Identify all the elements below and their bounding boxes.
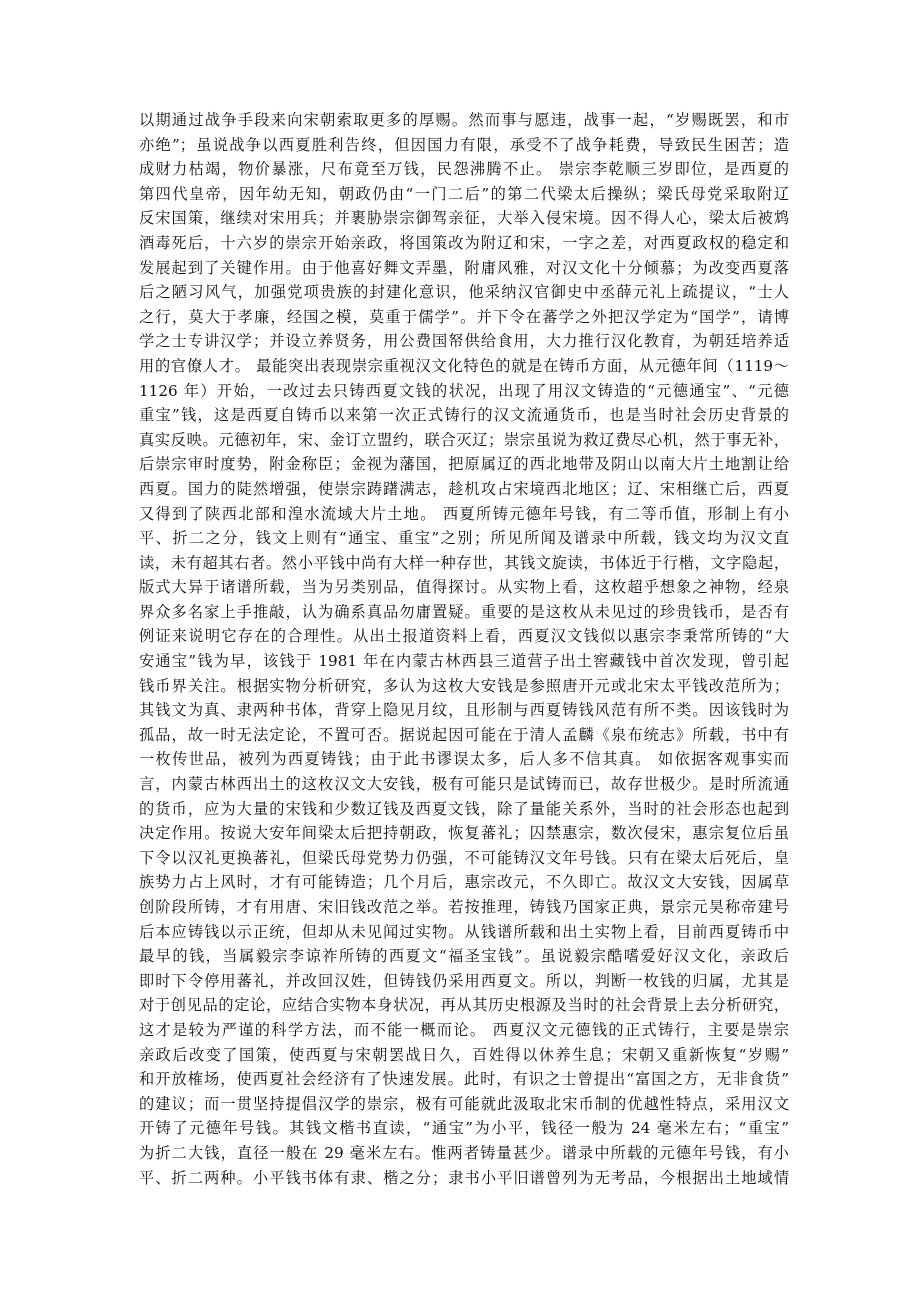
text-line: 界众多名家上手推敲，认为确系真品勿庸置疑。重要的是这枚从未见过的珍贵钱币，是否有 [139, 602, 789, 621]
text-line: 和开放榷场，使西夏社会经济有了快速发展。此时，有识之士曾提出“富国之方，无非食货” [139, 1070, 789, 1089]
text-line: 最早的钱，当属毅宗李谅祚所铸的西夏文“福圣宝钱”。虽说毅宗酷嗜爱好汉文化，亲政后 [139, 947, 789, 966]
text-line: 用的官僚人才。 最能突出表现崇宗重视汉文化特色的就是在铸币方面，从元德年间（1119～ [139, 356, 789, 375]
text-line: 平、折二两种。小平钱书体有隶、楷之分；隶书小平旧谱曾列为无考品，今根据出土地域情 [139, 1168, 789, 1187]
text-line: 以期通过战争手段来向宋朝索取更多的厚赐。然而事与愿违，战事一起，“岁赐既罢，和市 [139, 111, 789, 129]
text-line: 决定作用。按说大安年间梁太后把持朝政，恢复蕃礼；囚禁惠宗，数次侵宋，惠宗复位后虽 [139, 824, 789, 843]
text-line: 重宝”钱，这是西夏自铸币以来第一次正式铸行的汉文流通货币，也是当时社会历史背景的 [139, 406, 789, 425]
text-line: 孤品，故一时无法定论，不置可否。据说起因可能在于清人孟麟《泉布统志》所载，书中有 [139, 725, 789, 744]
text-line: 反宋国策，继续对宋用兵；并裹胁崇宗御驾亲征，大举入侵宋境。因不得人心，梁太后被鸩 [139, 209, 789, 228]
body-text [139, 108, 789, 1190]
text-line: 亲政后改变了国策，使西夏与宋朝罢战日久，百姓得以休养生息；宋朝又重新恢复“岁赐” [139, 1045, 789, 1064]
text-line: 钱币界关注。根据实物分析研究，多认为这枚大安钱是参照唐开元或北宋太平钱改范所为； [139, 676, 789, 695]
text-line: 下令以汉礼更换蕃礼，但梁氏母党势力仍强，不可能铸汉文年号钱。只有在梁太后死后，皇 [139, 848, 789, 867]
text-line: 的建议；而一贯坚持提倡汉学的崇宗，极有可能就此汲取北宋币制的优越性特点，采用汉文 [139, 1094, 789, 1113]
text-line: 例证来说明它存在的合理性。从出土报道资料上看，西夏汉文钱似以惠宗李秉常所铸的“大 [139, 627, 789, 646]
text-line: 这才是较为严谨的科学方法，而不能一概而论。 西夏汉文元德钱的正式铸行，主要是崇宗 [139, 1020, 789, 1039]
text-line: 真实反映。元德初年，宋、金订立盟约，联合灭辽；崇宗虽说为救辽费尽心机，然于事无补， [139, 430, 789, 449]
text-line: 成财力枯竭，物价暴涨，尺布竟至万钱，民怨沸腾不止。 崇宗李乾顺三岁即位，是西夏的 [139, 160, 789, 179]
text-line: 酒毒死后，十六岁的崇宗开始亲政，将国策改为附辽和宋，一字之差，对西夏政权的稳定和 [139, 233, 789, 252]
text-line: 一枚传世品，被列为西夏铸钱；由于此书谬误太多，后人多不信其真。 如依据客观事实而 [139, 750, 789, 769]
text-line: 后崇宗审时度势，附金称臣；金视为藩国，把原属辽的西北地带及阴山以南大片土地割让给 [139, 455, 789, 474]
text-line: 开铸了元德年号钱。其钱文楷书直读，“通宝”为小平，钱径一般为 24 毫米左右；“重宝” [139, 1119, 789, 1138]
text-line: 即时下令停用蕃礼，并改回汉姓，但铸钱仍采用西夏文。所以，判断一枚钱的归属，尤其是 [139, 971, 789, 990]
text-line: 西夏。国力的陡然增强，使崇宗踌躇满志，趁机攻占宋境西北地区；辽、宋相继亡后，西夏 [139, 479, 789, 498]
text-line: 1126 年）开始，一改过去只铸西夏文钱的状况，出现了用汉文铸造的“元德通宝”、“元德 [139, 381, 789, 400]
text-line: 学之士专讲汉学；并设立养贤务，用公费国帑供给食用，大力推行汉化教育，为朝廷培养适 [139, 332, 789, 351]
text-line: 第四代皇帝，因年幼无知，朝政仍由“一门二后”的第二代梁太后操纵；梁氏母党采取附辽 [139, 184, 789, 203]
text-line: 后本应铸钱以示正统，但却从未见闻过实物。从钱谱所载和出土实物上看，目前西夏铸币中 [139, 922, 789, 941]
text-line: 其钱文为真、隶两种书体，背穿上隐见月纹，且形制与西夏铸钱风范有所不类。因该钱时为 [139, 701, 789, 720]
text-line: 平、折二之分，钱文上则有“通宝、重宝”之别；所见所闻及谱录中所载，钱文均为汉文直 [139, 529, 789, 548]
text-line: 的货币，应为大量的宋钱和少数辽钱及西夏文钱，除了量能关系外，当时的社会形态也起到 [139, 799, 789, 818]
text-line: 之行，莫大于孝廉，经国之模，莫重于儒学”。并下令在蕃学之外把汉学定为“国学”，请博 [139, 307, 789, 326]
text-line: 亦绝”；虽说战争以西夏胜利告终，但因国力有限，承受不了战争耗费，导致民生困苦；造 [139, 135, 789, 154]
text-line: 又得到了陕西北部和湟水流域大片土地。 西夏所铸元德年号钱，有二等币值，形制上有小 [139, 504, 789, 523]
text-line: 创阶段所铸，才有用唐、宋旧钱改范之举。若按推理，铸钱乃国家正典，景宗元昊称帝建号 [139, 898, 789, 916]
text-line: 读，未有超其右者。然小平钱中尚有大样一种存世，其钱文旋读，书体近于行楷，文字隐起， [139, 553, 789, 572]
text-line: 安通宝”钱为早，该钱于 1981 年在内蒙古林西县三道营子出土窖藏钱中首次发现，曾引起 [139, 652, 789, 671]
text-line: 言，内蒙古林西出土的这枚汉文大安钱，极有可能只是试铸而已，故存世极少。是时所流通 [139, 775, 789, 794]
text-line: 族势力占上风时，才有可能铸造；几个月后，惠宗改元，不久即亡。故汉文大安钱，因属草 [139, 873, 789, 892]
text-line: 版式大异于诸谱所载，当为另类别品，值得探讨。从实物上看，这枚超乎想象之神物，经泉 [139, 578, 789, 597]
text-line: 对于创见品的定论，应结合实物本身状况，再从其历史根源及当时的社会背景上去分析研究， [139, 996, 789, 1015]
text-line: 为折二大钱，直径一般在 29 毫米左右。惟两者铸量甚少。谱录中所载的元德年号钱，有小 [139, 1143, 789, 1162]
text-line: 发展起到了关键作用。由于他喜好舞文弄墨，附庸风雅，对汉文化十分倾慕；为改变西夏落 [139, 258, 789, 277]
text-line: 后之陋习风气，加强党项贵族的封建化意识，他采纳汉官御史中丞薛元礼上疏提议，“士人 [139, 283, 789, 302]
